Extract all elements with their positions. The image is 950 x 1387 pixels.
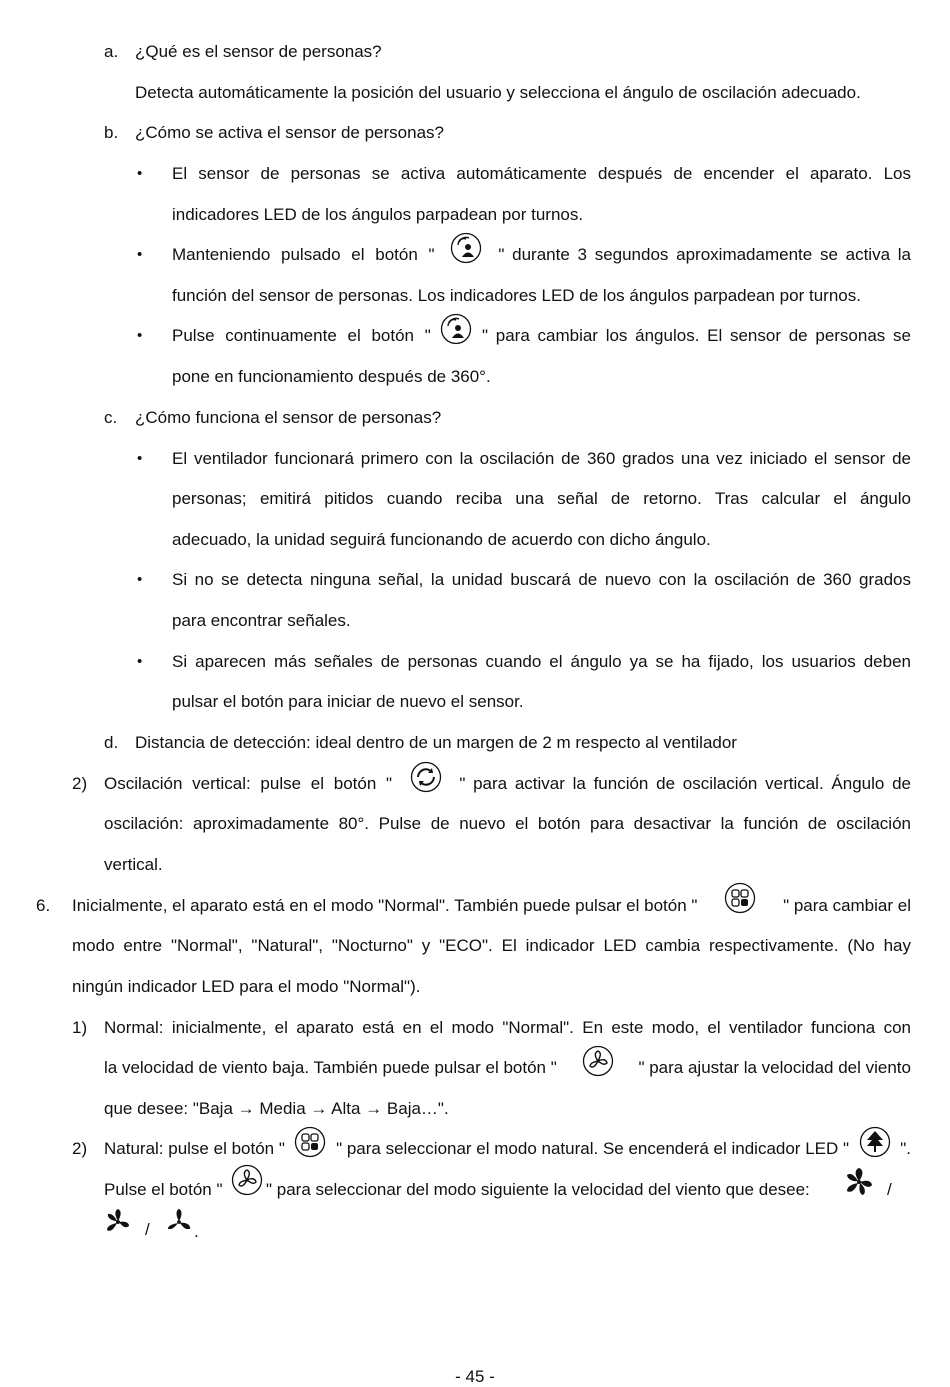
line-end-period: . bbox=[194, 1222, 199, 1241]
text-run: Manteniendo pulsado el botón " bbox=[172, 245, 435, 264]
natural-led-icon bbox=[859, 1126, 891, 1158]
bullet-dot: • bbox=[137, 653, 143, 670]
text-run: Si no se detecta ninguna señal, la unidad buscará de nuevo con la oscilación de 360 grados bbox=[172, 570, 911, 589]
b-bullet1-line1 bbox=[172, 163, 911, 185]
question-b: ¿Cómo se activa el sensor de personas? bbox=[135, 123, 444, 142]
normal-line3: que desee: "Baja → Media → Alta → Baja…". bbox=[104, 1099, 449, 1118]
vertical-oscillation-icon bbox=[410, 761, 442, 793]
bullet-dot: • bbox=[137, 246, 143, 263]
text-run: El sensor de personas se activa automáticamente después de encender el aparato. Los bbox=[172, 164, 911, 183]
text-run: " para cambiar los ángulos. El sensor de personas se bbox=[482, 326, 911, 345]
vertical-line3: vertical. bbox=[104, 855, 163, 874]
mode-icon bbox=[724, 882, 756, 914]
b-bullet3-line1 bbox=[172, 325, 911, 347]
fan-high-icon bbox=[843, 1166, 875, 1203]
text-run: modo entre "Normal", "Natural", "Nocturno" y "ECO". El indicador LED cambia respectivamente. (No hay bbox=[72, 936, 911, 955]
natural-line2-a: Pulse el botón " bbox=[104, 1180, 223, 1199]
bullet-dot: • bbox=[137, 165, 143, 182]
text-run: " para cambiar el bbox=[783, 896, 911, 915]
slash-separator: / bbox=[145, 1220, 150, 1239]
bullet-dot: • bbox=[137, 450, 143, 467]
fan-speed-icon bbox=[582, 1045, 614, 1077]
c-bullet3-line1 bbox=[172, 651, 911, 673]
list-marker-c: c. bbox=[104, 408, 118, 427]
natural-line2-b: " para seleccionar del modo siguiente la velocidad del viento que desee: bbox=[266, 1180, 810, 1199]
fan-medium-icon bbox=[102, 1206, 134, 1243]
text-run: Inicialmente, el aparato está en el modo "Normal". También puede pulsar el botón " bbox=[72, 896, 698, 915]
list-marker-2: 2) bbox=[72, 774, 88, 793]
b-bullet2-line2: función del sensor de personas. Los indicadores LED de los ángulos parpadean por turnos. bbox=[172, 286, 861, 305]
question-c: ¿Cómo funciona el sensor de personas? bbox=[135, 408, 442, 427]
bullet-dot: • bbox=[137, 327, 143, 344]
c-bullet2-line2: para encontrar señales. bbox=[172, 611, 351, 630]
text-run: Pulse continuamente el botón " bbox=[172, 326, 431, 345]
text-run: ". bbox=[900, 1139, 911, 1158]
c-bullet3-line2: pulsar el botón para iniciar de nuevo el sensor. bbox=[172, 692, 524, 711]
normal-line2 bbox=[104, 1057, 911, 1079]
c-bullet1-line2 bbox=[172, 488, 911, 510]
text-run: " durante 3 segundos aproximadamente se activa la bbox=[498, 245, 911, 264]
page-number: - 45 - bbox=[455, 1367, 495, 1386]
c-bullet1-line1 bbox=[172, 448, 911, 470]
vertical-line2 bbox=[104, 813, 911, 835]
text-run: Natural: pulse el botón " bbox=[104, 1139, 285, 1158]
c-bullet1-line3: adecuado, la unidad seguirá funcionando de acuerdo con dicho ángulo. bbox=[172, 530, 711, 549]
section6-line1 bbox=[72, 895, 911, 917]
vertical-line1 bbox=[104, 773, 911, 795]
detection-distance: Distancia de detección: ideal dentro de un margen de 2 m respecto al ventilador bbox=[135, 733, 737, 752]
section6-line3: ningún indicador LED para el modo "Normal"). bbox=[72, 977, 421, 996]
list-marker-d: d. bbox=[104, 733, 119, 752]
person-sensor-icon bbox=[440, 313, 472, 345]
text-run: oscilación: aproximadamente 80°. Pulse de nuevo el botón para desactivar la función de oscilación bbox=[104, 814, 911, 833]
list-marker-6: 6. bbox=[36, 896, 51, 915]
b-bullet3-line2: pone en funcionamiento después de 360°. bbox=[172, 367, 491, 386]
normal-line1 bbox=[104, 1017, 911, 1039]
text-run: El ventilador funcionará primero con la oscilación de 360 grados una vez iniciado el sensor de bbox=[172, 449, 911, 468]
person-sensor-icon bbox=[450, 232, 482, 264]
mode-icon bbox=[294, 1126, 326, 1158]
question-a: ¿Qué es el sensor de personas? bbox=[135, 42, 382, 61]
natural-line1 bbox=[104, 1138, 911, 1160]
text-run: Si aparecen más señales de personas cuando el ángulo ya se ha fijado, los usuarios deben bbox=[172, 652, 911, 671]
text-run: la velocidad de viento baja. También puede pulsar el botón " bbox=[104, 1058, 557, 1077]
fan-low-icon bbox=[164, 1207, 194, 1242]
text-run: " para activar la función de oscilación vertical. Ángulo de bbox=[459, 774, 911, 793]
slash-separator: / bbox=[887, 1180, 892, 1199]
c-bullet2-line1 bbox=[172, 569, 911, 591]
text-run: " para seleccionar el modo natural. Se encenderá el indicador LED " bbox=[336, 1139, 850, 1158]
b-bullet2-line1 bbox=[172, 244, 911, 266]
b-bullet1-line2: indicadores LED de los ángulos parpadean por turnos. bbox=[172, 205, 584, 224]
text-run: Oscilación vertical: pulse el botón " bbox=[104, 774, 393, 793]
text-run: Normal: inicialmente, el aparato está en el modo "Normal". En este modo, el ventilador funciona con bbox=[104, 1018, 911, 1037]
answer-a: Detecta automáticamente la posición del usuario y selecciona el ángulo de oscilación adecuado. bbox=[135, 83, 861, 102]
list-marker-a: a. bbox=[104, 42, 119, 61]
text-run: personas; emitirá pitidos cuando reciba una señal de retorno. Tras calcular el ángulo bbox=[172, 489, 911, 508]
list-marker-b: b. bbox=[104, 123, 119, 142]
bullet-dot: • bbox=[137, 571, 143, 588]
fan-speed-icon bbox=[231, 1164, 263, 1196]
section6-line2 bbox=[72, 935, 911, 957]
list-marker-2b: 2) bbox=[72, 1139, 88, 1158]
list-marker-1: 1) bbox=[72, 1018, 88, 1037]
text-run: " para ajustar la velocidad del viento bbox=[638, 1058, 911, 1077]
